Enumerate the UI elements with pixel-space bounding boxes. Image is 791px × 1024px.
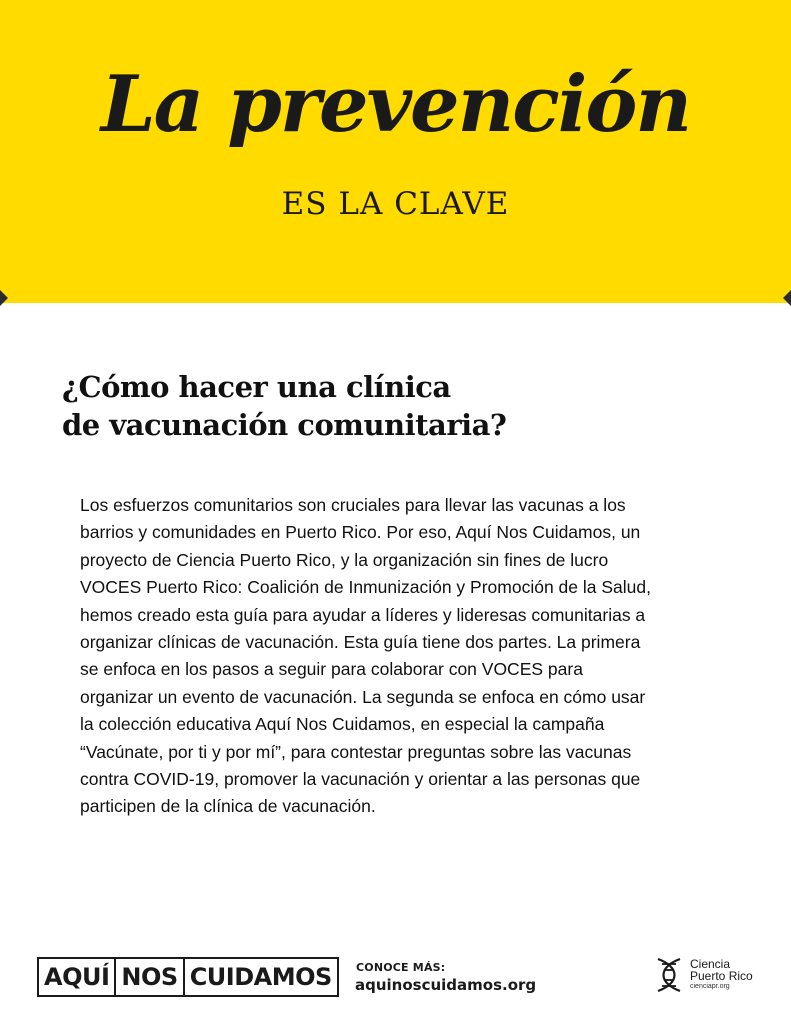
paragraph-line: VOCES Puerto Rico: Coalición de Inmunización y Promoción de la Salud, [80, 577, 651, 598]
cpr-logo-line: Puerto Rico [690, 969, 753, 983]
paragraph-line: proyecto de Ciencia Puerto Rico, y la organización sin fines de lucro [80, 549, 609, 570]
corner-mark-left [0, 290, 8, 306]
conoce-mas-label: CONOCE MÁS: [356, 961, 446, 974]
corner-mark-right [783, 290, 791, 306]
paragraph-line: barrios y comunidades en Puerto Rico. Por eso, Aquí Nos Cuidamos, un [80, 522, 641, 543]
paragraph-line: organizar un evento de vacunación. La segunda se enfoca en cómo usar [80, 686, 646, 707]
paragraph-line: “Vacúnate, por ti y por mí”, para contestar preguntas sobre las vacunas [80, 741, 632, 762]
heading-line: ¿Cómo hacer una clínica [62, 370, 451, 404]
section-heading [62, 368, 722, 444]
logo-segment: NOS [114, 959, 182, 995]
paragraph-line: la colección educativa Aquí Nos Cuidamos, en especial la campaña [80, 714, 605, 735]
paragraph-line: Los esfuerzos comunitarios son cruciales para llevar las vacunas a los [80, 495, 626, 515]
hero-subtitle: ES LA CLAVE [281, 186, 510, 222]
dna-helix-icon [652, 957, 686, 993]
header-banner [0, 0, 791, 303]
hero-title: La prevención [100, 59, 691, 150]
paragraph-line: contra COVID-19, promover la vacunación y orientar a las personas que [80, 769, 641, 790]
paragraph-line: hemos creado esta guía para ayudar a líderes y lideresas comunitarias a [80, 604, 646, 625]
paragraph-line: participen de la clínica de vacunación. [80, 796, 376, 817]
logo-segment: CUIDAMOS [183, 959, 337, 995]
paragraph-line: organizar clínicas de vacunación. Esta guía tiene dos partes. La primera [80, 632, 641, 653]
cpr-logo-line: Ciencia [690, 957, 731, 971]
ciencia-puerto-rico-logo [652, 957, 753, 993]
website-link[interactable]: aquinoscuidamos.org [355, 976, 537, 994]
logo-segment: AQUÍ [44, 963, 110, 991]
aqui-nos-cuidamos-logo [37, 957, 339, 997]
cpr-logo-url: cienciapr.org [690, 983, 730, 990]
intro-paragraph [80, 492, 730, 821]
paragraph-line: se enfoca en los pasos a seguir para colaborar con VOCES para [80, 659, 583, 680]
heading-line: de vacunación comunitaria? [62, 408, 507, 442]
